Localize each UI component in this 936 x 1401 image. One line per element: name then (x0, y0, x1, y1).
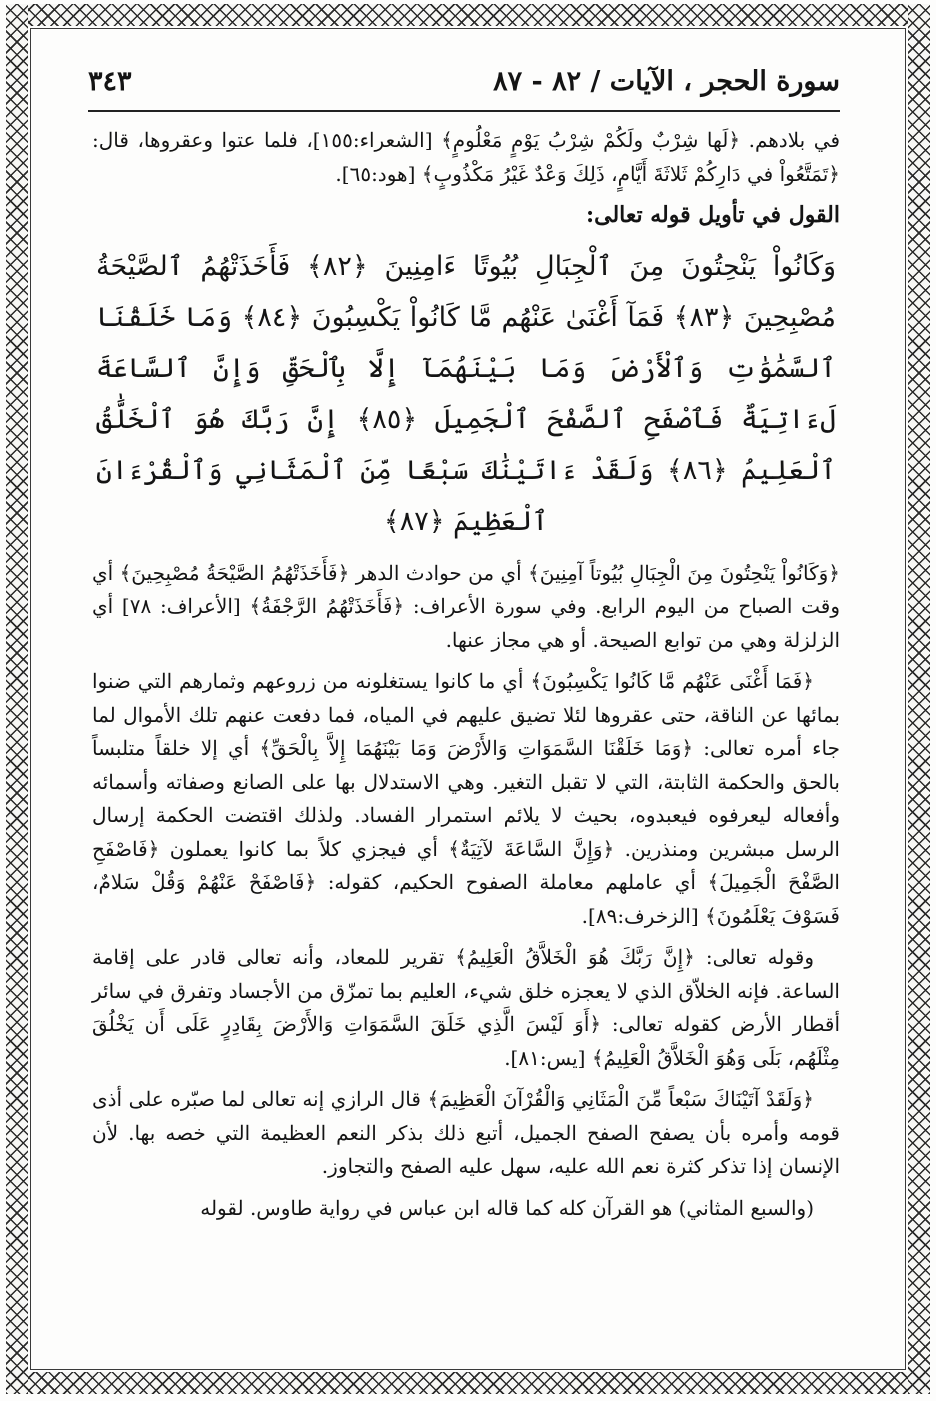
paragraph-4: وقوله تعالى: ﴿إِنَّ رَبَّكَ هُوَ الْخَلاَّقُ الْعَلِيمُ﴾ تقرير للمعاد، وأنه تعالى قادر على إقامة الساعة. فإنه الخلاّق الذي لا يعجزه خلق شيء، العليم بما تمزّق من الأجساد وتفرق في سائر أقطار الأرض كقوله تعالى: ﴿أَوَ لَيْسَ الَّذِي خَلَقَ السَّمَوَاتِ وَالأَرْضَ بِقَادِرٍ عَلَى أَن يَخْلُقَ مِثْلَهُم، بَلَى وَهُوَ الْخَلاَّقُ الْعَلِيمُ﴾ [يس:٨١]. (92, 945, 840, 1070)
header-divider (88, 110, 840, 112)
ornamental-border-right (908, 4, 930, 1394)
ornamental-border-left (6, 4, 28, 1394)
quran-verse-block: وَكَانُواْ يَنْحِتُونَ مِنَ ٱلْجِبَالِ بُيُوتًا ءَامِنِينَ ﴿٨٢﴾ فَأَخَذَتْهُمُ ٱلصَّيْحَةُ مُصْبِحِينَ ﴿٨٣﴾ فَمَآ أَغْنَىٰ عَنْهُم مَّا كَانُواْ يَكْسِبُونَ ﴿٨٤﴾ وَمَا خَلَقْنَا ٱلسَّمَٰوَٰتِ وَٱلْأَرْضَ وَمَا بَيْنَهُمَآ إِلَّا بِٱلْحَقِّ وَإِنَّ ٱلسَّاعَةَ لَءَاتِيَةٌ فَٱصْفَحِ ٱلصَّفْحَ ٱلْجَمِيلَ ﴿٨٥﴾ إِنَّ رَبَّكَ هُوَ ٱلْخَلَّٰقُ ٱلْعَلِيمُ ﴿٨٦﴾ وَلَقَدْ ءَاتَيْنَٰكَ سَبْعًا مِّنَ ٱلْمَثَانِي وَٱلْقُرْءَانَ ٱلْعَظِيمَ ﴿٨٧﴾ (96, 250, 836, 537)
paragraph-1: في بلادهم. ﴿لَها شِرْبٌ ولَكُمْ شِرْبُ يَوْمٍ مَعْلُومٍ﴾ [الشعراء:١٥٥]، فلما عتوا وعقروها، قال: ﴿تَمَتَّعُواْ في دَارِكُمْ ثَلاثَةَ أَيَّامٍ، ذَلِكَ وَعْدٌ غَيْرُ مَكْذُوبٍ﴾ [هود:٦٥]. (92, 128, 840, 186)
surah-title: سورة الحجر ، الآيات / ٨٢ - ٨٧ (493, 66, 840, 97)
paragraph-3: ﴿فَمَا أَغْنَى عَنْهُم مَّا كَانُوا يَكْسِبُونَ﴾ أي ما كانوا يستغلونه من زروعهم وثمارهم التي ضنوا بمائها عن الناقة، حتى عقروها لئلا تضيق عليهم في المياه، فما دفعت عنهم تلك الأموال لما جاء أمره تعالى: ﴿وَمَا خَلَقْنَا السَّمَوَاتِ وَالأَرْضَ وَمَا بَيْنَهُمَا إِلاَّ بِالْحَقِّ﴾ أي إلا خلقاً متلبساً بالحق والحكمة الثابتة، التي لا تقبل التغير. وهي الاستدلال بها على الصانع وصفاته وأسمائه وأفعاله ليعرفوه فيعبدوه، بحيث لا يلائم استمرار الفساد. ولذلك اقتضت الحكمة إرسال الرسل مبشرين ومنذرين. ﴿وَإِنَّ السَّاعَةَ لآتِيَةٌ﴾ أي فيجزي كلاً بما كانوا يعملون ﴿فَاصْفَحِ الصَّفْحَ الْجَمِيلَ﴾ أي عاملهم معاملة الصفوح الحكيم، كقوله: ﴿فَاصْفَحْ عَنْهُمْ وَقُلْ سَلامٌ، فَسَوْفَ يَعْلَمُونَ﴾ [الزخرف:٨٩]. (92, 669, 841, 928)
page-body (92, 124, 840, 1233)
paragraph-2: ﴿وَكَانُواْ يَنْحِتُونَ مِنَ الْجِبَالِ بُيُوتاً آمِنِينَ﴾ أي من حوادث الدهر ﴿فَأَخَذَتْهُمُ الصَّيْحَةُ مُصْبِحِينَ﴾ أي وقت الصباح من اليوم الرابع. وفي سورة الأعراف: ﴿فَأَخَذَتْهُمُ الرَّجْفَةُ﴾ [الأعراف: ٧٨] أي الزلزلة وهي من توابع الصيحة. أو هي مجاز عنها. (92, 560, 841, 652)
paragraph-5: ﴿وَلَقَدْ آتَيْنَاكَ سَبْعاً مِّنَ الْمَثَانِي وَالْقُرْآنَ الْعَظِيمَ﴾ قال الرازي إنه تعالى لما صبّره على أذى قومه وأمره بأن يصفح الصفح الجميل، أتبع ذلك بذكر النعم العظيمة التي خصه بها. لأن الإنسان إذا تذكر كثرة نعم الله عليه، سهل عليه الصفح والتجاوز. (92, 1087, 840, 1178)
page-number: ٣٤٣ (88, 66, 132, 97)
running-header (88, 62, 840, 106)
ornamental-border-top (6, 4, 930, 26)
ornamental-border-bottom (6, 1372, 930, 1394)
paragraph-6: (والسبع المثاني) هو القرآن كله كما قاله ابن عباس في رواية طاوس. لقوله (200, 1195, 814, 1220)
section-heading: القول في تأويل قوله تعالى: (586, 202, 840, 228)
